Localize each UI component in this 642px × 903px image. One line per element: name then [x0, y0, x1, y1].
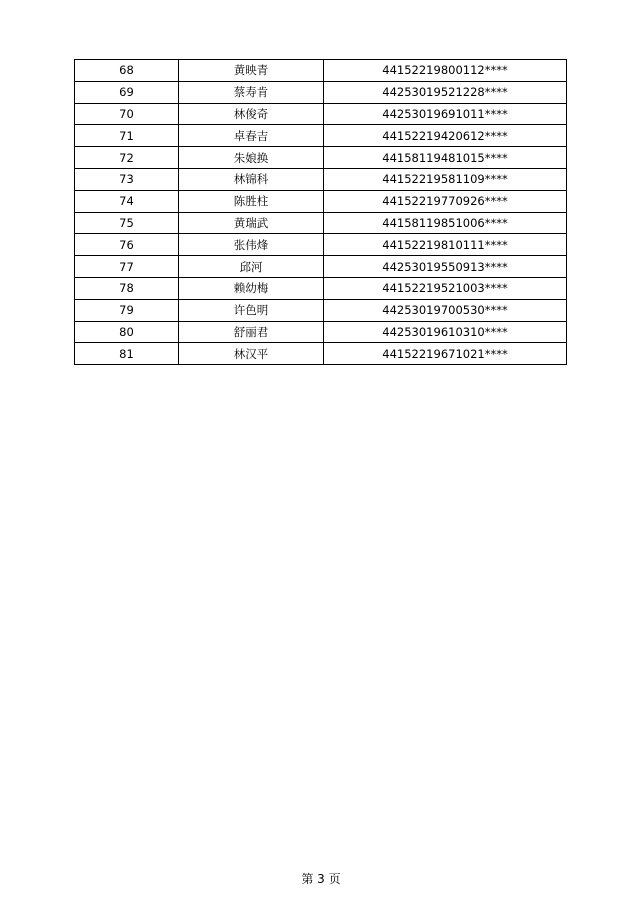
name-cell: 张伟烽	[179, 234, 324, 256]
row-number-cell: 73	[75, 168, 179, 190]
row-number-cell: 68	[75, 60, 179, 82]
name-cell: 朱娘换	[179, 147, 324, 169]
name-cell: 林俊奇	[179, 103, 324, 125]
id-number-cell: 44152219770926****	[324, 190, 567, 212]
name-cell: 卓春吉	[179, 125, 324, 147]
id-number-cell: 44253019550913****	[324, 256, 567, 278]
table-row	[75, 234, 567, 256]
id-number-cell: 44152219810111****	[324, 234, 567, 256]
table-row	[75, 277, 567, 299]
table-row	[75, 256, 567, 278]
id-number-cell: 44253019521228****	[324, 81, 567, 103]
table-row	[75, 60, 567, 82]
row-number-cell: 79	[75, 299, 179, 321]
page-number: 第 3 页	[301, 872, 341, 886]
name-cell: 黄映青	[179, 60, 324, 82]
id-number-cell: 44253019610310****	[324, 321, 567, 343]
table-row	[75, 147, 567, 169]
row-number-cell: 76	[75, 234, 179, 256]
table-row	[75, 299, 567, 321]
row-number-cell: 71	[75, 125, 179, 147]
table-row	[75, 190, 567, 212]
row-number-cell: 72	[75, 147, 179, 169]
table-row	[75, 81, 567, 103]
id-number-cell: 44152219671021****	[324, 343, 567, 365]
table-row	[75, 212, 567, 234]
name-cell: 赖幼梅	[179, 277, 324, 299]
table-row	[75, 125, 567, 147]
id-number-cell: 44253019700530****	[324, 299, 567, 321]
id-number-cell: 44158119481015****	[324, 147, 567, 169]
name-cell: 林汉平	[179, 343, 324, 365]
id-number-cell: 44253019691011****	[324, 103, 567, 125]
id-number-cell: 44152219800112****	[324, 60, 567, 82]
name-cell: 蔡寿肯	[179, 81, 324, 103]
row-number-cell: 70	[75, 103, 179, 125]
table-row	[75, 343, 567, 365]
name-cell: 舒丽君	[179, 321, 324, 343]
id-number-cell: 44158119851006****	[324, 212, 567, 234]
name-cell: 邱河	[179, 256, 324, 278]
row-number-cell: 77	[75, 256, 179, 278]
id-number-cell: 44152219521003****	[324, 277, 567, 299]
row-number-cell: 69	[75, 81, 179, 103]
row-number-cell: 74	[75, 190, 179, 212]
name-cell: 林锦科	[179, 168, 324, 190]
id-number-cell: 44152219420612****	[324, 125, 567, 147]
roster-table	[74, 59, 567, 365]
roster-table-body	[75, 60, 567, 365]
row-number-cell: 81	[75, 343, 179, 365]
row-number-cell: 80	[75, 321, 179, 343]
row-number-cell: 78	[75, 277, 179, 299]
name-cell: 陈胜柱	[179, 190, 324, 212]
table-row	[75, 103, 567, 125]
table-row	[75, 168, 567, 190]
name-cell: 黄瑞武	[179, 212, 324, 234]
table-row	[75, 321, 567, 343]
row-number-cell: 75	[75, 212, 179, 234]
name-cell: 许色明	[179, 299, 324, 321]
id-number-cell: 44152219581109****	[324, 168, 567, 190]
